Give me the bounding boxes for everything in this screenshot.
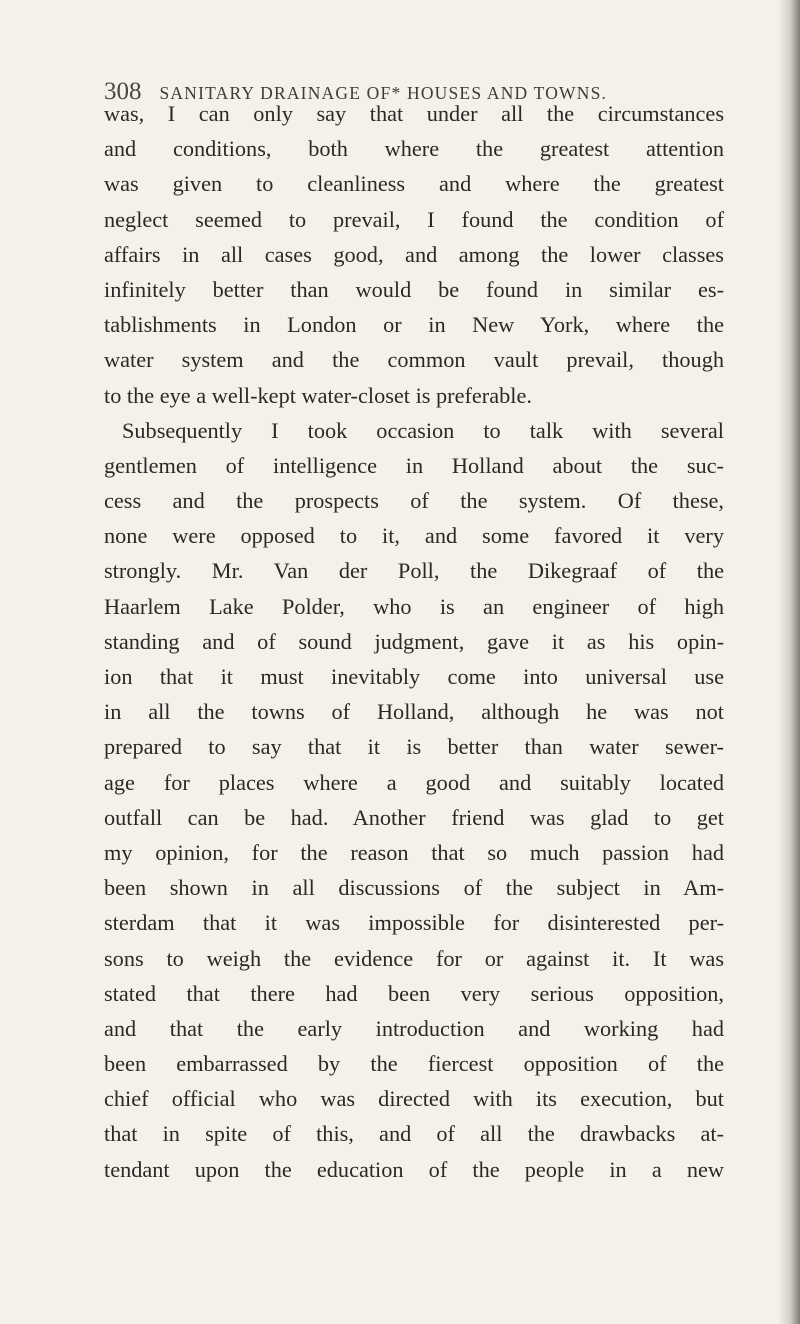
text-line: ion that it must inevitably come into universal use xyxy=(104,664,724,689)
text-line: and conditions, both where the greatest attention xyxy=(104,136,724,162)
page-number: 308 xyxy=(104,78,142,105)
text-line: Haarlem Lake Polder, who is an engineer of high xyxy=(104,593,724,619)
text-line: sterdam that it was impossible for disinterested per- xyxy=(104,910,724,936)
text-line: tendant upon the education of the people in a new xyxy=(104,1156,724,1182)
text-line: water system and the common vault prevail, though xyxy=(104,347,724,373)
text-line: tablishments in London or in New York, where the xyxy=(104,312,724,338)
text-line: stated that there had been very serious opposition, xyxy=(104,980,724,1006)
text-line: been embarrassed by the fiercest opposition of the xyxy=(104,1051,724,1077)
text-line: been shown in all discussions of the subject in Am- xyxy=(104,875,724,901)
text-line: was given to cleanliness and where the greatest xyxy=(104,171,724,197)
text-line: was, I can only say that under all the circumstances xyxy=(104,101,724,126)
text-line: in all the towns of Holland, although he was not xyxy=(104,699,724,725)
text-line: my opinion, for the reason that so much passion had xyxy=(104,839,724,865)
text-line: neglect seemed to prevail, I found the condition of xyxy=(104,206,724,232)
text-line: age for places where a good and suitably located xyxy=(104,769,724,795)
text-line: none were opposed to it, and some favored it very xyxy=(104,523,724,549)
text-line: that in spite of this, and of all the drawbacks at- xyxy=(104,1121,724,1147)
text-line: sons to weigh the evidence for or against it. It was xyxy=(104,945,724,971)
text-line: chief official who was directed with its execution, but xyxy=(104,1086,724,1112)
running-title: SANITARY DRAINAGE OF* HOUSES AND TOWNS. xyxy=(159,83,608,103)
text-line: standing and of sound judgment, gave it as his opin- xyxy=(104,628,724,654)
text-line: strongly. Mr. Van der Poll, the Dikegraaf of the xyxy=(104,558,724,584)
text-line: gentlemen of intelligence in Holland about the suc- xyxy=(104,452,724,478)
text-line: cess and the prospects of the system. Of these, xyxy=(104,488,724,514)
text-line: to the eye a well-kept water-closet is preferable. xyxy=(104,382,532,408)
body-text xyxy=(104,96,724,1187)
text-line: Subsequently I took occasion to talk with several xyxy=(122,417,724,443)
text-line: prepared to say that it is better than water sewer- xyxy=(104,734,724,760)
text-line: affairs in all cases good, and among the lower classes xyxy=(104,241,724,267)
binding-shadow xyxy=(778,0,800,1324)
text-line: and that the early introduction and working had xyxy=(104,1015,724,1041)
text-line: outfall can be had. Another friend was glad to get xyxy=(104,804,724,830)
text-line: infinitely better than would be found in similar es- xyxy=(104,276,724,302)
